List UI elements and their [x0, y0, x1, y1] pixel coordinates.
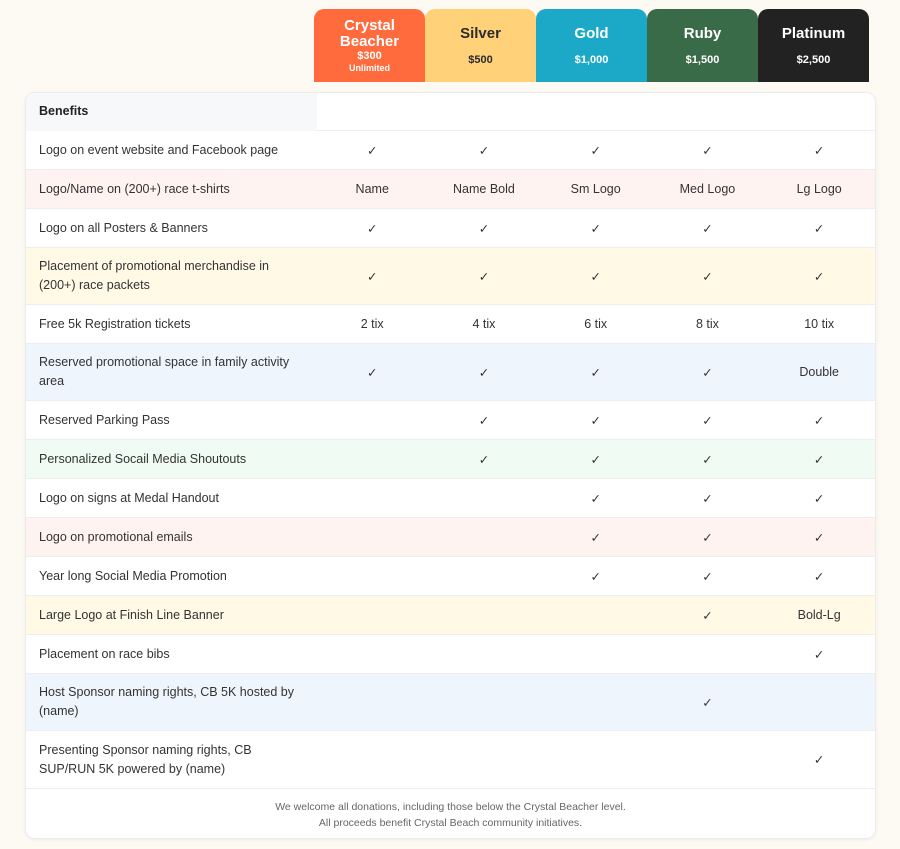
- table-header-row: [26, 93, 875, 131]
- check-icon: ✓: [813, 143, 825, 158]
- check-icon: ✓: [702, 491, 713, 506]
- tier-headers: [314, 9, 869, 82]
- benefit-value: Sm Logo: [570, 182, 621, 196]
- benefit-label: Logo on all Posters & Banners: [39, 220, 208, 235]
- check-icon: ✓: [702, 608, 713, 623]
- check-icon: ✓: [813, 569, 825, 584]
- check-icon: ✓: [813, 221, 825, 236]
- check-icon: ✓: [590, 269, 601, 284]
- benefit-value: Bold-Lg: [797, 608, 841, 622]
- check-icon: ✓: [478, 269, 490, 284]
- check-icon: ✓: [813, 413, 825, 428]
- benefit-label: Logo on event website and Facebook page: [39, 142, 279, 157]
- benefit-label: Logo on signs at Medal Handout: [39, 490, 219, 505]
- tier-name: Platinum: [781, 24, 846, 42]
- check-icon: ✓: [702, 221, 713, 236]
- table-row: [26, 479, 875, 518]
- benefit-label: Year long Social Media Promotion: [39, 568, 227, 583]
- benefit-label: Logo on promotional emails: [39, 529, 193, 544]
- table-row: [26, 635, 875, 674]
- check-icon: ✓: [813, 753, 825, 767]
- tier-name: Gold: [574, 24, 609, 42]
- check-icon: ✓: [702, 413, 713, 428]
- check-icon: ✓: [590, 569, 601, 584]
- check-icon: ✓: [813, 491, 825, 506]
- benefit-label: Placement on race bibs: [39, 646, 170, 661]
- check-icon: ✓: [366, 221, 378, 236]
- table-row: [26, 440, 875, 479]
- benefit-value: 8 tix: [695, 317, 719, 331]
- tier-header-gold: [536, 9, 647, 82]
- benefit-value: Lg Logo: [796, 182, 842, 196]
- table-row: [26, 731, 875, 789]
- check-icon: ✓: [478, 452, 490, 467]
- check-icon: ✓: [478, 365, 490, 380]
- table-row: [26, 170, 875, 209]
- tier-price: $2,500: [796, 53, 831, 66]
- benefit-label: Presenting Sponsor naming rights, CB SUP/RUN 5K powered by (name): [39, 742, 252, 776]
- benefit-label: Logo/Name on (200+) race t-shirts: [39, 181, 230, 196]
- check-icon: ✓: [590, 413, 601, 428]
- tier-header-ruby: [647, 9, 758, 82]
- table-row: [26, 674, 875, 731]
- check-icon: ✓: [590, 365, 601, 380]
- benefits-table: [25, 92, 876, 839]
- check-icon: ✓: [813, 530, 825, 545]
- check-icon: ✓: [702, 695, 713, 710]
- footer-line-1: We welcome all donations, including those below the Crystal Beacher level.: [275, 801, 626, 813]
- check-icon: ✓: [590, 452, 601, 467]
- check-icon: ✓: [478, 221, 490, 236]
- benefit-value: Name: [355, 182, 389, 196]
- tier-sub: Unlimited: [348, 62, 390, 73]
- benefit-label: Reserved Parking Pass: [39, 412, 170, 427]
- benefits-header: Benefits: [26, 93, 317, 131]
- check-icon: ✓: [813, 647, 825, 662]
- tier-header-silver: [425, 9, 536, 82]
- benefit-label: Host Sponsor naming rights, CB 5K hosted by (name): [39, 685, 294, 718]
- check-icon: ✓: [702, 530, 713, 545]
- check-icon: ✓: [366, 365, 378, 380]
- check-icon: ✓: [702, 269, 713, 284]
- check-icon: ✓: [590, 530, 601, 545]
- table-row: [26, 248, 875, 305]
- benefit-label: Reserved promotional space in family activity area: [39, 355, 290, 388]
- tier-name: Crystal Beacher: [339, 16, 400, 50]
- check-icon: ✓: [590, 491, 601, 506]
- benefit-value: 4 tix: [472, 317, 496, 331]
- benefit-value: Double: [799, 365, 839, 379]
- tier-name: Silver: [460, 24, 501, 42]
- tier-price: $1,000: [574, 53, 609, 66]
- tier-price: $300: [357, 49, 382, 62]
- benefit-value: 2 tix: [360, 317, 384, 331]
- check-icon: ✓: [366, 269, 378, 284]
- check-icon: ✓: [813, 452, 825, 467]
- benefit-label: Placement of promotional merchandise in (200+) race packets: [39, 259, 269, 292]
- benefit-value: Name Bold: [453, 182, 515, 196]
- check-icon: ✓: [590, 221, 601, 236]
- table-row: [26, 557, 875, 596]
- check-icon: ✓: [702, 365, 713, 380]
- check-icon: ✓: [478, 413, 490, 428]
- benefit-value: 10 tix: [804, 317, 835, 331]
- check-icon: ✓: [813, 269, 825, 284]
- table-body: [26, 131, 875, 789]
- tier-price: $1,500: [685, 53, 720, 66]
- benefit-value: 6 tix: [584, 317, 608, 331]
- tier-name: Ruby: [683, 24, 722, 42]
- tier-header-crystal-beacher: [314, 9, 425, 82]
- check-icon: ✓: [702, 569, 713, 584]
- table-row: [26, 305, 875, 344]
- table-row: [26, 344, 875, 401]
- check-icon: ✓: [366, 143, 378, 158]
- check-icon: ✓: [702, 143, 713, 158]
- benefit-label: Free 5k Registration tickets: [39, 316, 191, 331]
- benefit-label: Personalized Socail Media Shoutouts: [39, 451, 247, 466]
- tier-price: $500: [468, 53, 493, 66]
- footer-line-2: All proceeds benefit Crystal Beach community initiatives.: [318, 817, 583, 829]
- table-row: [26, 209, 875, 248]
- check-icon: ✓: [590, 143, 601, 158]
- check-icon: ✓: [478, 143, 490, 158]
- table-row: [26, 518, 875, 557]
- table-row: [26, 131, 875, 170]
- benefit-value: Med Logo: [679, 182, 736, 196]
- benefit-label: Large Logo at Finish Line Banner: [39, 607, 224, 622]
- footer-note: [26, 789, 875, 831]
- table-row: [26, 596, 875, 635]
- tier-header-platinum: [758, 9, 869, 82]
- table-row: [26, 401, 875, 440]
- check-icon: ✓: [702, 452, 713, 467]
